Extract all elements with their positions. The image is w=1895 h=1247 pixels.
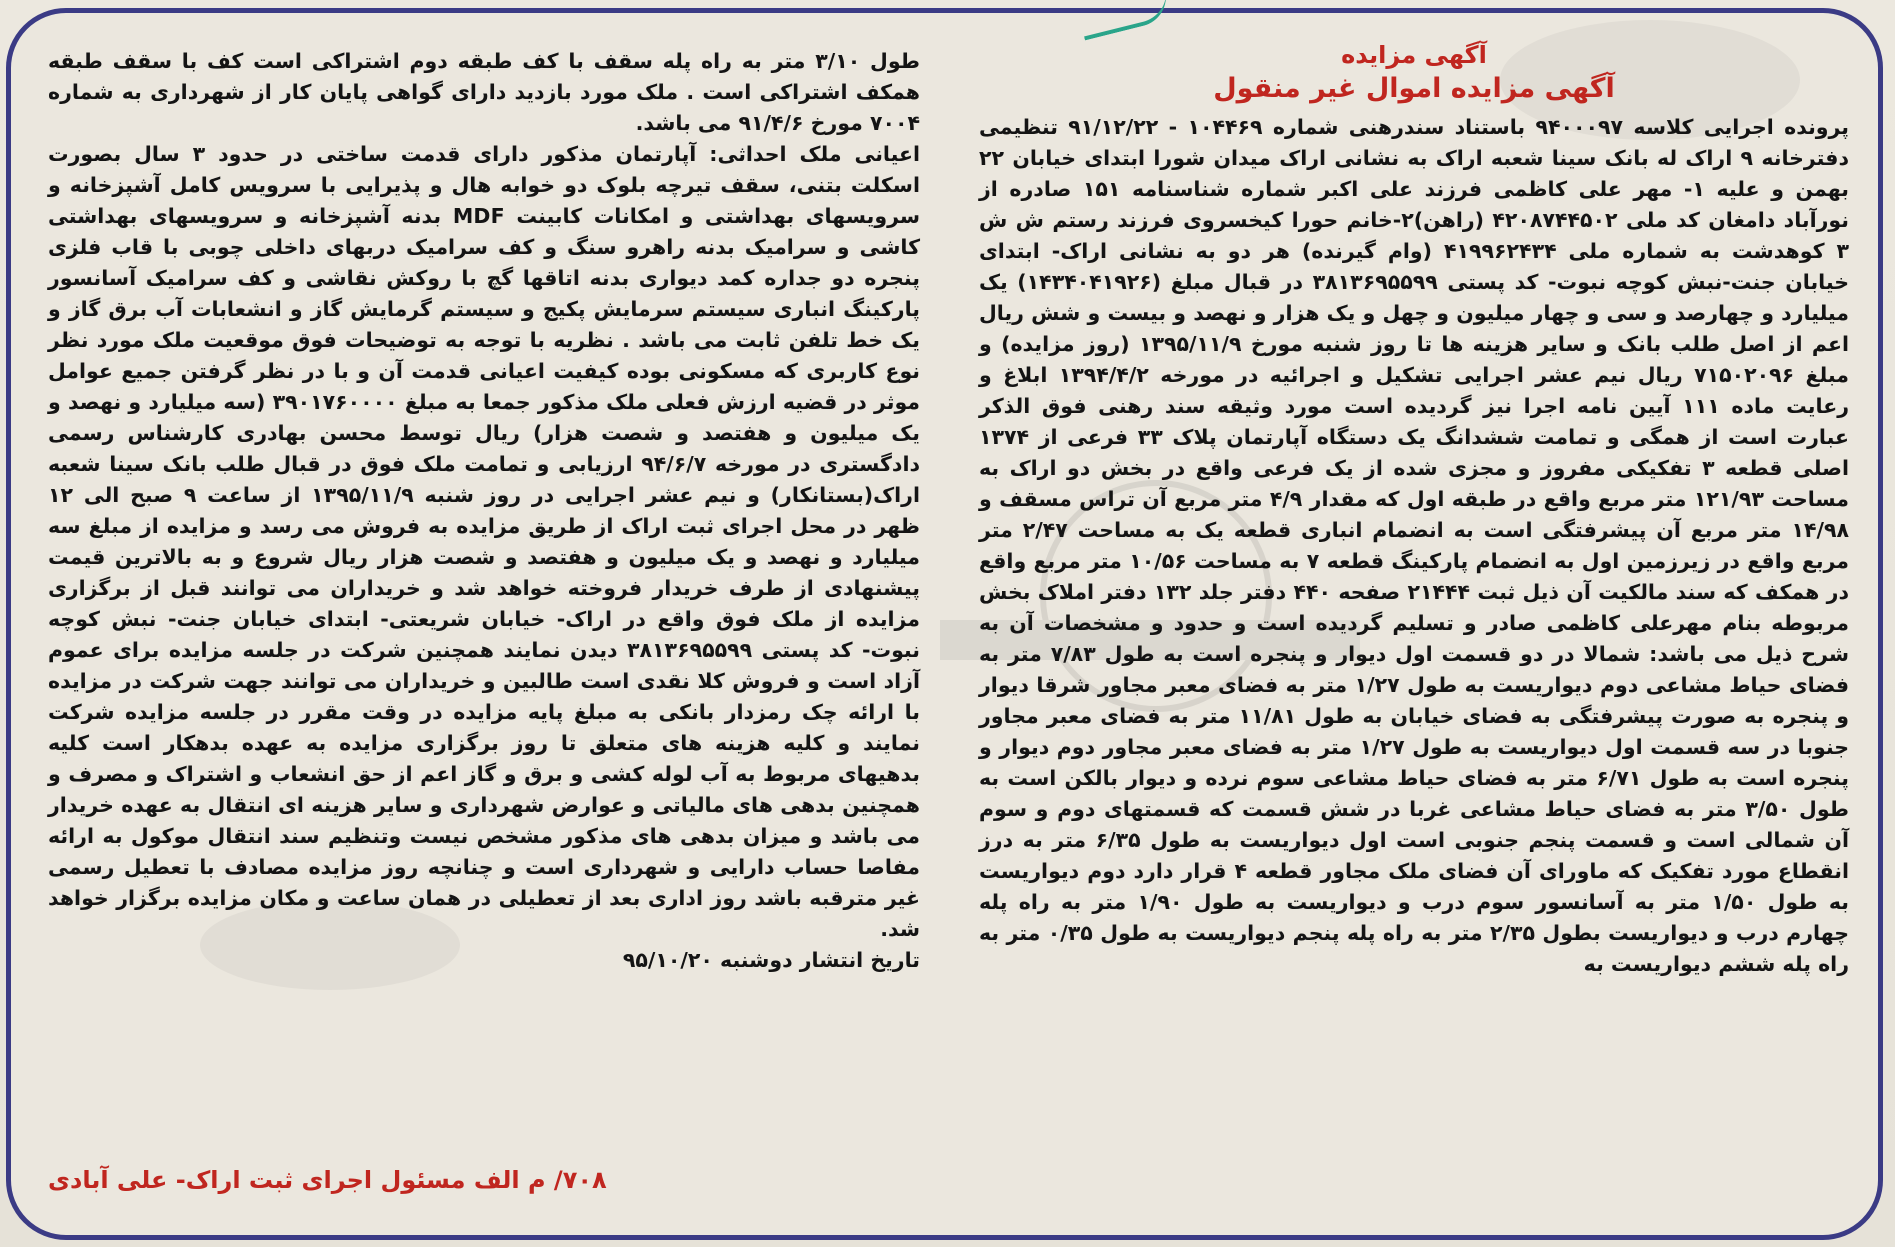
right-column-text: پرونده اجرایی کلاسه ۹۴۰۰۰۹۷ باستناد سندرهنی شماره ۱۰۴۴۶۹ - ۹۱/۱۲/۲۲ تنظیمی دفترخانه ۹ اراک له بانک سینا شعبه اراک به نشانی اراک میدان شورا ابتدای خیابان ۲۲ بهمن و علیه ۱- مهر علی کاظمی فرزند علی اکبر شماره شناسنامه ۱۵۱ صادره از نورآباد دامغان کد ملی ۴۲۰۸۷۴۴۵۰۲ (راهن)۲-خانم حورا کیخسروی فرزند رستم ش ش ۳ کوهدشت به شماره ملی ۴۱۹۹۶۲۴۳۴ (وام گیرنده) هر دو به نشانی اراک- ابتدای خیابان جنت-نبش کوچه نبوت- کد پستی ۳۸۱۳۶۹۵۵۹۹ در قبال مبلغ (۱۴۳۴۰۴۱۹۲۶) یک میلیارد و چهارصد و سی و چهار میلیون و چهل و یک هزار و نهصد و بیست و شش ریال اعم از اصل طلب بانک و سایر هزینه ها تا روز شنبه مورخ ۱۳۹۵/۱۱/۹ (روز مزایده) و مبلغ ۷۱۵۰۲۰۹۶ ریال نیم عشر اجرایی تشکیل و اجرائیه در مورخه ۱۳۹۴/۴/۲ ابلاغ و رعایت ماده ۱۱۱ آیین نامه اجرا نیز گردیده است مورد وثیقه سند رهنی فوق الذکر عبارت است از همگی و تمامت ششدانگ یک دستگاه آپارتمان پلاک ۳۳ فرعی از ۱۳۷۴ اصلی قطعه ۳ تفکیکی مفروز و مجزی شده از یک فرعی واقع در بخش دو اراک به مساحت ۱۲۱/۹۳ متر مربع واقع در طبقه اول که مقدار ۴/۹ متر مربع آن تراس مسقف و ۱۴/۹۸ متر مربع آن پیشرفتگی است به انضمام انباری قطعه یک به مساحت ۲/۴۷ متر مربع واقع در زیرزمین اول به انضمام پارکینگ قطعه ۷ به مساحت ۱۰/۵۶ متر مربع واقع در همکف که سند مالکیت آن ذیل ثبت ۲۱۴۴۴ صفحه ۴۴۰ دفتر جلد ۱۳۲ دفتر املاک بخش مربوطه بنام مهرعلی کاظمی صادر و تسلیم گردیده است و حدود و مشخصات آن به شرح ذیل می باشد: شمالا در دو قسمت اول دیوار و پنجره است به طول ۷/۸۳ متر به فضای حیاط مشاعی دوم دیواریست به طول ۱/۲۷ متر به فضای معبر مجاور شرقا دیوار و پنجره به صورت پیشرفتگی به فضای خیابان به طول ۱۱/۸۱ متر به فضای معبر مجاور جنوبا در سه قسمت اول دیواریست به طول ۱/۲۷ متر به فضای معبر مجاور دوم دیوار و پنجره است به طول ۶/۷۱ متر به فضای حیاط مشاعی سوم نرده و دیوار بالکن است به طول ۳/۵۰ متر به فضای حیاط مشاعی غربا در شش قسمت که قسمتهای دوم و سوم آن شمالی است و قسمت پنجم جنوبی است اول دیواریست به طول ۶/۳۵ متر به درز انقطاع مورد تفکیک که ماورای آن فضای ملک مجاور قطعه ۴ قرار دارد دوم دیواریست به طول ۱/۵۰ متر به آسانسور سوم درب و دیواریست به طول ۱/۹۰ متر به راه پله چهارم درب و دیواریست بطول ۲/۳۵ متر به راه پله پنجم دیواریست به طول ۰/۳۵ متر به راه پله ششم دیواریست به bbox=[979, 115, 1850, 976]
signature-line: ۷۰۸/ م الف مسئول اجرای ثبت اراک- علی آبادی bbox=[48, 1166, 607, 1194]
left-column bbox=[48, 46, 920, 976]
left-paragraph-1: طول ۳/۱۰ متر به راه پله سقف با کف طبقه دوم اشتراکی است کف با سقف طبقه همکف اشتراکی است . ملک مورد بازدید دارای گواهی پایان کار از شهرداری به شماره ۷۰۰۴ مورخ ۹۱/۴/۶ می باشد. bbox=[48, 49, 920, 135]
right-column bbox=[979, 38, 1849, 980]
left-paragraph-2: اعیانی ملک احداثی: آپارتمان مذکور دارای قدمت ساختی در حدود ۳ سال بصورت اسکلت بتنی، سقف تیرچه بلوک دو خوابه هال و پذیرایی با سرویس کامل آشپزخانه و سرویسهای بهداشتی و امکانات کابینت MDF بدنه آشپزخانه و سرویسهای بهداشتی کاشی و سرامیک بدنه راهرو سنگ و کف سرامیک دربهای داخلی چوبی با قاب فلزی پنجره دو جداره کمد دیواری بدنه اتاقها گچ با روکش نقاشی و کف سرامیک آسانسور پارکینگ انباری سیستم سرمایش پکیج و سیستم گرمایش گاز و انشعابات آب برق گاز و یک خط تلفن ثابت می باشد . نظریه با توجه به توضیحات فوق موقعیت ملک مورد نظر نوع کاربری که مسکونی بوده کیفیت اعیانی قدمت آن و با در نظر گرفتن جمیع عوامل موثر در قضیه ارزش فعلی ملک مذکور جمعا به مبلغ ۳۹۰۱۷۶۰۰۰۰ (سه میلیارد و نهصد و یک میلیون و هفتصد و شصت هزار) ریال توسط محسن بهادری کارشناس رسمی دادگستری در مورخه ۹۴/۶/۷ ارزیابی و تمامت ملک فوق در قبال طلب بانک سینا شعبه اراک(بستانکار) و نیم عشر اجرایی در روز شنبه ۱۳۹۵/۱۱/۹ از ساعت ۹ صبح الی ۱۲ ظهر در محل اجرای ثبت اراک از طریق مزایده به فروش می رسد و مزایده از مبلغ سه میلیارد و نهصد و یک میلیون و هفتصد و شصت هزار ریال شروع و به بالاترین قیمت پیشنهادی از طرف خریدار فروخته خواهد شد و خریداران می توانند قبل از برگزاری مزایده از ملک فوق واقع در اراک- خیابان شریعتی- ابتدای خیابان جنت- نبش کوچه نبوت- کد پستی ۳۸۱۳۶۹۵۵۹۹ دیدن نمایند همچنین شرکت در جلسه مزایده برای عموم آزاد است و فروش کلا نقدی است طالبین و خریداران می توانند جهت شرکت در مزایده با ارائه چک رمزدار بانکی به مبلغ پایه مزایده در وقت مقرر در جلسه مزایده شرکت نمایند و کلیه هزینه های متعلق تا روز برگزاری مزایده به عهده بدهکار است کلیه بدهیهای مربوط به آب لوله کشی و برق و گاز اعم از حق انشعاب و اشتراک و مصرف و همچنین بدهی های مالیاتی و عوارض شهرداری و سایر هزینه ای انتقال به عهده خریدار می باشد و میزان بدهی های مذکور مشخص نیست وتنظیم سند انتقال موکول به ارائه مفاصا حساب دارایی و شهرداری است و چنانچه روز مزایده مصادف با تعطیل رسمی غیر مترقبه باشد روز اداری بعد از تعطیلی در همان ساعت و مکان مزایده برگزار خواهد شد. bbox=[48, 142, 921, 941]
notice-title: آگهی مزایده bbox=[1341, 41, 1487, 69]
publication-date: تاریخ انتشار دوشنبه ۹۵/۱۰/۲۰ bbox=[622, 948, 920, 972]
notice-subtitle: آگهی مزایده اموال غیر منقول bbox=[1213, 73, 1615, 104]
